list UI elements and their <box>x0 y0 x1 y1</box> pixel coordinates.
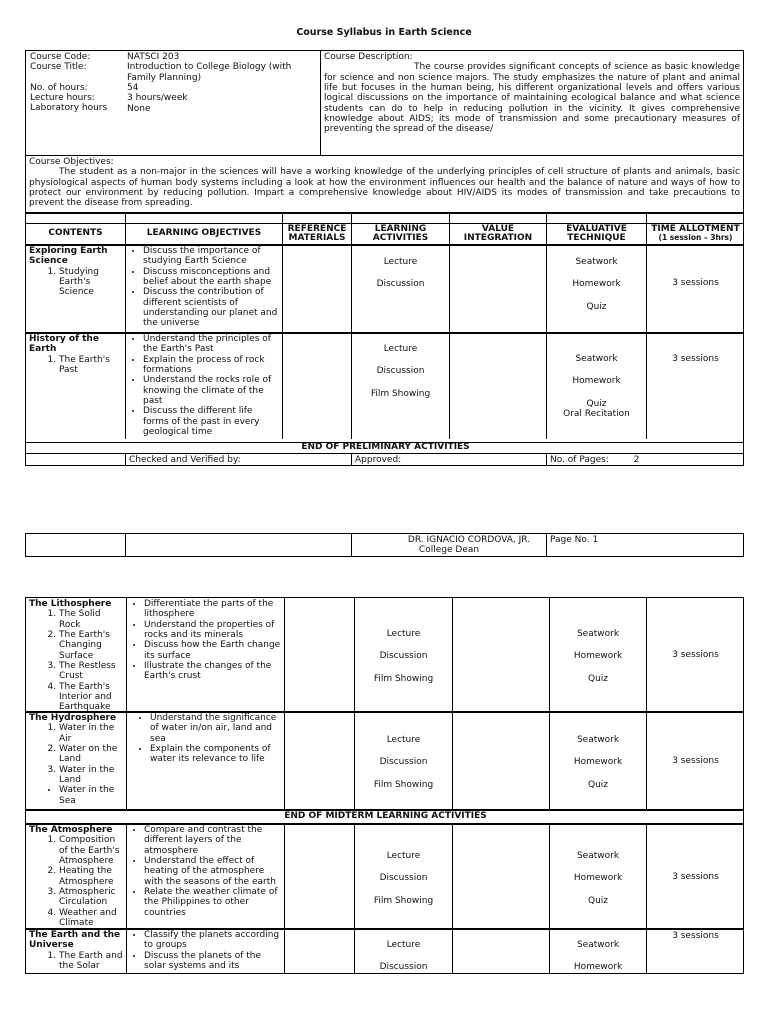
objectives-list <box>130 713 281 765</box>
course-objectives <box>25 155 744 213</box>
list-item: • Discuss the importance of studying Earth Science <box>143 246 279 267</box>
list-item: 3. Water in the Land <box>59 765 123 786</box>
table-row-activities <box>355 734 452 803</box>
table-row-activities <box>355 628 452 697</box>
course-info-labels <box>26 51 126 155</box>
table-row-activities <box>355 850 452 919</box>
syllabus-table-midterm <box>25 597 744 974</box>
list-item: 4. The Earth's Interior and Earthquake <box>59 682 123 713</box>
info-label: Lecture hours: <box>30 93 95 104</box>
table-row-content <box>26 929 126 972</box>
objectives-list <box>130 825 281 918</box>
objectives-list <box>130 599 281 682</box>
dean-signature <box>352 534 546 557</box>
list-item: • Discuss the planets of the solar systems and its <box>144 951 281 972</box>
header-value-integration <box>450 224 546 245</box>
info-value: 54 <box>127 83 139 94</box>
approved-label: Approved: <box>355 455 402 465</box>
header-reference-materials <box>283 224 351 245</box>
info-label: Course Title: <box>30 62 87 73</box>
list-item: 2. Heating the Atmosphere <box>59 866 123 887</box>
list-item: • Differentiate the parts of the lithosphere <box>144 599 281 620</box>
list-item: 3. Atmospheric Circulation <box>59 887 123 908</box>
header-time-allotment <box>647 224 744 243</box>
activity-item: Film Showing <box>370 388 431 399</box>
end-midterm-banner: END OF MIDTERM LEARNING ACTIVITIES <box>284 811 487 821</box>
pages-value: 2 <box>633 455 640 465</box>
table-row-evaluation <box>547 256 646 325</box>
evaluation-item: Homework <box>573 962 623 973</box>
list-item: 1. Composition of the Earth's Atmosphere <box>59 835 123 866</box>
evaluation-item: Homework <box>572 376 621 387</box>
subtopic-list <box>29 723 123 785</box>
info-value: Family Planning) <box>127 72 202 83</box>
activity-item: Film Showing <box>373 673 434 684</box>
topic-title: History of the Earth <box>29 334 99 355</box>
list-item: • Compare and contrast the different layers of the atmosphere <box>144 825 281 856</box>
info-label: Laboratory hours <box>30 103 108 114</box>
table-row-time: 3 sessions <box>672 872 719 882</box>
activity-item: Discussion <box>376 366 425 377</box>
objectives-list <box>129 246 279 329</box>
course-info-values <box>124 51 318 155</box>
table-row-content <box>26 598 126 714</box>
pages-label: No. of Pages: <box>550 455 609 465</box>
evaluation-item: Homework <box>573 757 623 768</box>
evaluation-item: Seatwork <box>575 257 618 267</box>
topic-title: The Atmosphere <box>29 825 113 835</box>
activity-item: Lecture <box>386 629 421 639</box>
dean-position: College Dean <box>418 545 480 556</box>
table-row-activities <box>352 343 449 412</box>
activity-item: Lecture <box>383 344 418 354</box>
table-row-objectives <box>126 245 282 330</box>
activity-item: Discussion <box>376 279 425 290</box>
header-contents: CONTENTS <box>48 228 103 238</box>
activity-item: Film Showing <box>373 895 434 906</box>
header-evaluative-technique <box>547 224 646 245</box>
list-item: • Relate the weather climate of the Philippines to other countries <box>144 887 281 918</box>
table-row-objectives <box>127 824 284 919</box>
evaluation-item: Homework <box>572 279 621 290</box>
list-item: 2. Water on the Land <box>59 744 123 765</box>
list-item: • Understand the rocks role of knowing the climate of the past <box>143 375 279 406</box>
table-row-activities <box>355 939 452 986</box>
info-label: Course Code: <box>30 52 91 62</box>
header-text: MATERIALS <box>288 233 346 244</box>
signature-table <box>25 533 744 557</box>
table-row-evaluation <box>550 850 646 919</box>
list-item: • Explain the components of water its relevance to life <box>150 744 281 765</box>
list-item: 3. The Restless Crust <box>59 661 123 682</box>
list-item: 1. The Earth's Past <box>59 355 122 376</box>
list-item: • Water in the Sea <box>59 785 123 806</box>
list-item: • Classify the planets according to groups <box>144 930 281 951</box>
list-item: • Discuss the contribution of different scientists of understanding our planet and the universe <box>143 287 279 328</box>
evaluation-item: Homework <box>573 651 623 662</box>
list-item: • Discuss misconceptions and belief about the earth shape <box>143 267 279 288</box>
table-row-evaluation <box>550 939 646 986</box>
evaluation-item: Quiz <box>587 673 608 684</box>
activity-item: Discussion <box>379 962 428 973</box>
list-item: 1. Studying Earth's Science <box>59 267 122 298</box>
list-item: 1. The Solid Rock <box>59 609 123 630</box>
list-item: 4. Weather and Climate <box>59 908 123 929</box>
document-title: Course Syllabus in Earth Science <box>296 27 472 38</box>
table-row-evaluation <box>550 734 646 803</box>
subtopic-list <box>29 785 123 806</box>
table-row-objectives <box>126 333 282 438</box>
evaluation-item: Homework <box>573 873 623 884</box>
table-row-objectives <box>127 598 284 683</box>
header-text: ACTIVITIES <box>372 233 429 244</box>
description-text: The course provides significant concepts of science as basic knowledge for science and non science majors. The study emphasizes the nature of plant and animal life but focuses in the human being, his different organizational levels and offers various logical discussions on the importance of maintaining ecological balance and what science students can do to help in reducing pollution in the vicinity. It gives comprehensive knowledge about AIDS; its mode of transmission and some precautionary measures of preventing the spread of the disease/ <box>324 62 740 135</box>
info-label <box>30 73 123 83</box>
evaluation-item: Seatwork <box>576 940 620 950</box>
course-description <box>321 51 743 155</box>
table-row-content <box>26 333 125 376</box>
table-row-objectives <box>127 712 284 766</box>
activity-item: Discussion <box>379 651 428 662</box>
subtopic-list <box>29 267 122 298</box>
list-item: • Discuss how the Earth change its surface <box>144 640 281 661</box>
list-item: • Illustrate the changes of the Earth's crust <box>144 661 281 682</box>
evaluation-item: Quiz <box>586 301 607 312</box>
description-label: Course Description: <box>324 52 413 62</box>
topic-title: The Lithosphere <box>29 599 112 609</box>
table-row-content <box>26 712 126 807</box>
evaluation-item: Quiz <box>587 895 608 906</box>
objectives-label: Course Objectives: <box>29 157 114 167</box>
list-item: 2. The Earth's Changing Surface <box>59 630 123 661</box>
no-of-pages <box>547 454 743 466</box>
subtopic-list <box>29 835 123 928</box>
subtopic-list <box>29 951 123 972</box>
activity-item: Lecture <box>386 851 421 861</box>
table-row-evaluation <box>550 628 646 697</box>
activity-item: Discussion <box>379 873 428 884</box>
page-number: Page No. 1 <box>550 535 599 545</box>
header-text: EVALUATIVE <box>566 224 627 234</box>
info-value: None <box>127 103 151 114</box>
topic-title: The Earth and the Universe <box>29 930 121 951</box>
topic-title: The Hydrosphere <box>29 713 117 723</box>
table-row-content <box>26 824 126 929</box>
activity-item: Film Showing <box>373 779 434 790</box>
list-item: • Understand the significance of water in/on air, land and sea <box>150 713 281 744</box>
header-text: (1 session – 3hrs) <box>658 233 733 243</box>
info-value: Introduction to College Biology (with <box>127 62 292 73</box>
syllabus-table-prelim <box>25 213 744 466</box>
list-item: • Understand the principles of the Earth's Past <box>143 334 279 355</box>
subtopic-list <box>29 355 122 376</box>
subtopic-list <box>29 609 123 712</box>
list-item: • Understand the effect of heating of the atmosphere with the seasons of the earth <box>144 856 281 887</box>
evaluation-item: Oral Recitation <box>563 409 630 420</box>
table-row-time: 3 sessions <box>672 354 719 364</box>
table-row-content <box>26 245 125 299</box>
header-learning-activities <box>352 224 449 245</box>
header-text: INTEGRATION <box>463 233 533 244</box>
evaluation-item: Quiz <box>586 398 607 409</box>
activity-item: Lecture <box>383 257 418 267</box>
topic-title: Exploring Earth Science <box>29 246 108 267</box>
info-value: 3 hours/week <box>127 93 188 104</box>
table-row-time: 3 sessions <box>672 650 719 660</box>
objectives-list <box>130 930 281 971</box>
info-value: NATSCI 203 <box>127 52 180 62</box>
dean-name: DR. IGNACIO CORDOVA, JR. <box>407 535 531 545</box>
list-item: 1. Water in the Air <box>59 723 123 744</box>
objectives-text: The student as a non-major in the sciences will have a working knowledge of the underlying principles of cell structure of plants and animals, basic physiological aspects of human body systems including a look at how the environment influences our health and the balance of nature and ways of how to protect our environment by reducing pollution. Impart a comprehensive knowledge about HIV/AIDS its modes of transmission and take precautions to prevent the disease from spreading. <box>29 167 740 209</box>
header-text: TIME ALLOTMENT <box>651 224 740 234</box>
header-learning-objectives: LEARNING OBJECTIVES <box>146 228 262 238</box>
evaluation-item: Quiz <box>587 779 608 790</box>
end-prelim-banner: END OF PRELIMINARY ACTIVITIES <box>301 442 470 452</box>
table-row-time: 3 sessions <box>672 278 719 288</box>
evaluation-item: Seatwork <box>575 354 618 364</box>
table-row-time: 3 sessions <box>672 756 719 766</box>
objectives-list <box>129 334 279 437</box>
checked-verified-label: Checked and Verified by: <box>129 455 241 465</box>
list-item: • Understand the properties of rocks and its minerals <box>144 620 281 641</box>
list-item: 1. The Earth and the Solar <box>59 951 123 972</box>
activity-item: Discussion <box>379 757 428 768</box>
course-info-table <box>25 50 744 156</box>
list-item: • Discuss the different life forms of the past in every geological time <box>143 406 279 437</box>
evaluation-item: Seatwork <box>576 629 620 639</box>
list-item: • Explain the process of rock formations <box>143 355 279 376</box>
table-row-activities <box>352 256 449 303</box>
header-text: REFERENCE <box>287 224 347 234</box>
activity-item: Lecture <box>386 940 421 950</box>
table-row-objectives <box>127 929 284 972</box>
header-text: LEARNING <box>374 224 427 234</box>
activity-item: Lecture <box>386 735 421 745</box>
evaluation-item: Seatwork <box>576 735 620 745</box>
table-row-time: 3 sessions <box>672 931 719 941</box>
header-text: VALUE <box>481 224 515 234</box>
table-row-evaluation <box>547 353 646 432</box>
evaluation-item: Seatwork <box>576 851 620 861</box>
info-label: No. of hours: <box>30 82 88 93</box>
header-text: TECHNIQUE <box>567 233 626 244</box>
